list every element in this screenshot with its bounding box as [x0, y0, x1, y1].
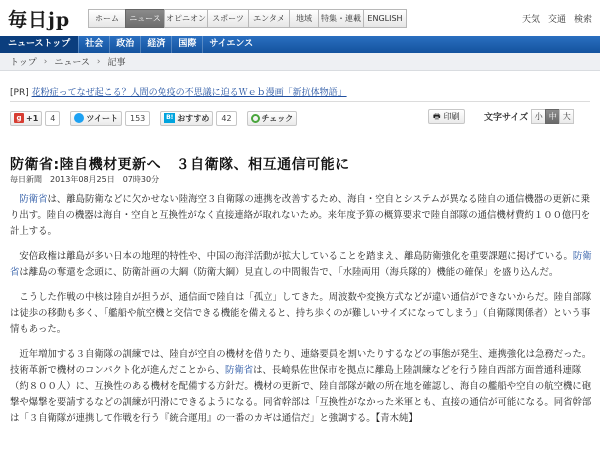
font-size-button-0[interactable]: 小 [531, 109, 546, 124]
pr-prefix: [PR] [10, 88, 29, 98]
site-logo[interactable]: 毎日jp [8, 9, 71, 31]
article-body [10, 192, 592, 436]
topnav-tab-7[interactable]: ENGLISH [363, 9, 407, 28]
topnav-tab-3[interactable]: スポーツ [207, 9, 249, 28]
font-size-button-2[interactable]: 大 [559, 109, 574, 124]
topnav-tab-0[interactable]: ホーム [88, 9, 126, 28]
breadcrumb [0, 53, 600, 71]
pr-link[interactable]: 花粉症ってなぜ起こる？人間の免疫の不思議に迫るＷｅｂ漫画「新抗体物語」 [31, 88, 347, 98]
article-byline: 毎日新聞 2013年08月25日 07時30分 [10, 175, 160, 184]
section-tab-1[interactable]: 社会 [78, 36, 109, 53]
font-size-control [484, 109, 574, 124]
tweet-button[interactable] [70, 111, 122, 126]
hatena-button[interactable] [160, 111, 213, 126]
mixi-check-icon [251, 114, 260, 123]
mixi-check-button[interactable] [247, 111, 298, 126]
util-link-1[interactable]: 交通 [547, 15, 566, 25]
printer-icon: 🖶 [433, 112, 441, 121]
mixi-check-label: チェック [261, 113, 294, 123]
section-tab-2[interactable]: 政治 [109, 36, 140, 53]
section-nav [0, 36, 600, 53]
section-tab-4[interactable]: 国際 [171, 36, 202, 53]
breadcrumb-item-1[interactable]: ニュース [54, 58, 90, 68]
util-link-2[interactable]: 検索 [573, 15, 592, 25]
keyword-link[interactable]: 防衛省 [19, 194, 48, 205]
article-paragraph: こうした作戦の中核は陸自が担うが、通信面で陸自は「孤立」してきた。周波数や変換方式などが違い通信ができないからだ。陸自部隊は徒歩の移動も多く、「艦船や航空機と交信できる機能を備えると、持ち歩くのが難しいサイズになってしまう」（自衛隊関係者）という事情もあった。 [10, 292, 592, 335]
tweet-label: ツイート [86, 113, 118, 123]
pr-banner [10, 85, 347, 98]
section-tab-3[interactable]: 経済 [140, 36, 171, 53]
social-share-bar [10, 109, 297, 127]
breadcrumb-separator-icon: › [96, 56, 101, 67]
hatena-count: 42 [216, 111, 236, 126]
topnav-tab-5[interactable]: 地域 [289, 9, 319, 28]
topnav-tab-4[interactable]: エンタメ [248, 9, 290, 28]
tweet-count: 153 [125, 111, 150, 126]
util-link-0[interactable]: 天気 [521, 15, 540, 25]
article-paragraph: 近年増加する３自衛隊の訓練では、陸自が空自の機材を借りたり、連絡要員を割いたりするなどの事態が発生、連携強化は急務だった。技術革新で機材のコンパクト化が進んだことから、防衛省は、長崎県佐世保市を拠点に離島上陸訓練などを行う陸自西部方面普通科連隊（約８００人）に、互換性のある機材を配備する方針だ。機材の更新で、陸自部隊が敵の所在地を確認し、海自の艦船や空自の航空機に砲撃や爆撃を要請するなどの訓練が円滑にできるようになる。同省幹部は「互換性がなかった米軍とも、直接の通信が可能になる。同省幹部は「３自衛隊が連携して作戦を行う『統合運用』の一番のカギは通信だ」と強調する。【青木純】 [10, 349, 592, 424]
google-plus-icon: g [14, 113, 24, 123]
google-plus-button[interactable] [10, 111, 42, 126]
topnav-tab-1[interactable]: ニュース [125, 9, 165, 28]
google-plus-count: 4 [45, 111, 60, 126]
font-size-label: 文字サイズ [484, 113, 529, 123]
print-label: 印刷 [443, 112, 460, 121]
divider [10, 101, 590, 102]
section-tab-5[interactable]: サイエンス [202, 36, 259, 53]
hatena-label: おすすめ [177, 113, 210, 123]
article-headline: 防衛省:陸自機材更新へ ３自衛隊、相互通信可能に [10, 157, 350, 173]
article-paragraph: 防衛省は、離島防衛などに欠かせない陸海空３自衛隊の連携を改善するため、海自・空自とシステムが異なる陸自の通信機器の更新に乗り出す。陸自の機器は海自・空自と互換性がなく直接連絡が取れないため。来年度予算の概算要求で陸自部隊の通信機材費約１００億円を計上する。 [10, 194, 591, 237]
top-nav [88, 9, 406, 28]
article-paragraph: 安倍政権は離島が多い日本の地理的特性や、中国の海洋活動が拡大していることを踏まえ、離島防衛強化を重要課題に掲げている。防衛省は離島の奪還を念頭に、防衛計画の大綱（防衛大綱）見直しの中間報告で、「水陸両用（海兵隊的）機能の確保」を盛り込んだ。 [10, 251, 592, 278]
breadcrumb-separator-icon: › [43, 56, 48, 67]
hatena-icon: B! [166, 114, 174, 121]
breadcrumb-item-2: 記事 [107, 58, 126, 68]
keyword-link[interactable]: 防衛省 [10, 251, 592, 278]
utility-nav [522, 12, 592, 25]
breadcrumb-item-0[interactable]: トップ [10, 58, 37, 68]
google-plus-label: +1 [26, 113, 39, 123]
site-header [0, 0, 600, 36]
topnav-tab-2[interactable]: オピニオン [164, 9, 208, 28]
font-size-button-1[interactable]: 中 [545, 109, 560, 124]
print-button[interactable] [428, 109, 465, 124]
twitter-icon [74, 113, 84, 123]
keyword-link[interactable]: 防衛省 [224, 365, 254, 376]
section-tab-0[interactable]: ニューストップ [0, 36, 78, 53]
topnav-tab-6[interactable]: 特集・連載 [318, 9, 364, 28]
